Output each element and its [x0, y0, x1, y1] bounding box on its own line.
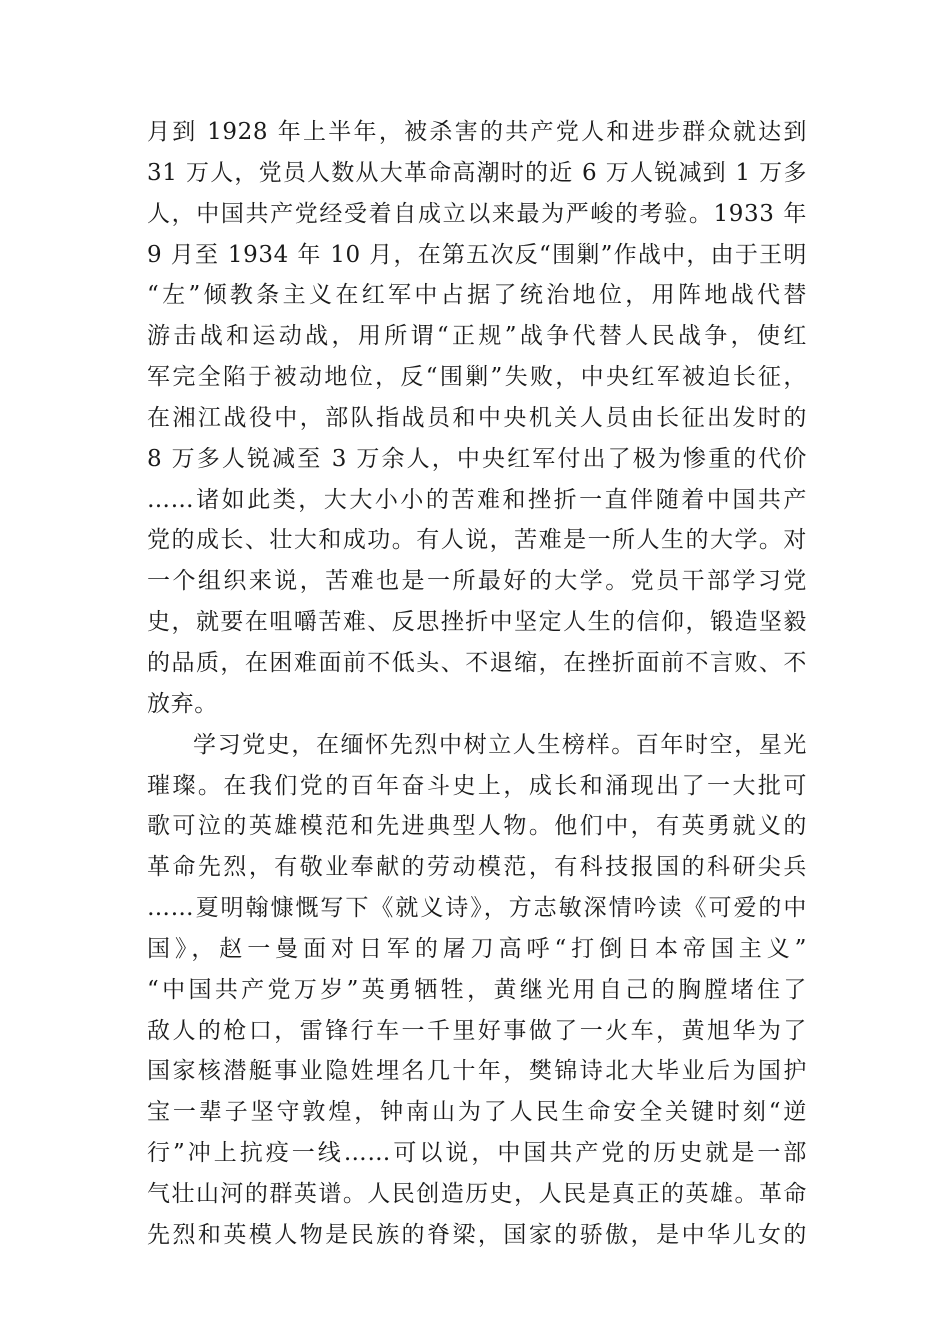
paragraph-first-line: 学习党史，在缅怀先烈中树立人生榜样。百年时空，星光 [193, 731, 807, 758]
text-line: 行”冲上抗疫一线……可以说，中国共产党的历史就是一部 [147, 1140, 807, 1167]
text-line: 一个组织来说，苦难也是一所最好的大学。党员干部学习党 [147, 568, 807, 595]
text-line: 国》，赵一曼面对日军的屠刀高呼“打倒日本帝国主义” [147, 935, 807, 962]
text-line: 宝一辈子坚守敦煌，钟南山为了人民生命安全关键时刻“逆 [147, 1099, 807, 1126]
text-line: 气壮山河的群英谱。人民创造历史，人民是真正的英雄。革命 [147, 1180, 807, 1207]
text-line: 9 月至 1934 年 10 月，在第五次反“围剿”作战中，由于王明 [147, 241, 807, 268]
text-line: ……诸如此类，大大小小的苦难和挫折一直伴随着中国共产 [147, 486, 807, 513]
text-line: 人，中国共产党经受着自成立以来最为严峻的考验。1933 年 [147, 200, 807, 227]
text-line: ……夏明翰慷慨写下《就义诗》，方志敏深情吟读《可爱的中 [147, 895, 807, 922]
text-line: 的品质，在困难面前不低头、不退缩，在挫折面前不言败、不 [147, 649, 807, 676]
text-line: 先烈和英模人物是民族的脊梁，国家的骄傲，是中华儿女的 [147, 1221, 807, 1248]
text-line: 8 万多人锐减至 3 万余人，中央红军付出了极为惨重的代价 [147, 445, 807, 472]
text-line: 敌人的枪口，雷锋行车一千里好事做了一火车，黄旭华为了 [147, 1017, 807, 1044]
text-line: 璀璨。在我们党的百年奋斗史上，成长和涌现出了一大批可 [147, 772, 807, 799]
text-line: 在湘江战役中，部队指战员和中央机关人员由长征出发时的 [147, 404, 807, 431]
text-line: 31 万人，党员人数从大革命高潮时的近 6 万人锐减到 1 万多 [147, 159, 807, 186]
text-line: “中国共产党万岁”英勇牺牲，黄继光用自己的胸膛堵住了 [147, 976, 807, 1003]
paragraph-end-line: 放弃。 [147, 690, 218, 717]
body-text [147, 112, 807, 1256]
text-line: 革命先烈，有敬业奉献的劳动模范，有科技报国的科研尖兵 [147, 854, 807, 881]
text-line: 党的成长、壮大和成功。有人说，苦难是一所人生的大学。对 [147, 527, 807, 554]
text-line: 国家核潜艇事业隐姓埋名几十年，樊锦诗北大毕业后为国护 [147, 1058, 807, 1085]
text-line: 歌可泣的英雄模范和先进典型人物。他们中，有英勇就义的 [147, 813, 807, 840]
text-line: 史，就要在咀嚼苦难、反思挫折中坚定人生的信仰，锻造坚毅 [147, 609, 807, 636]
text-line: 军完全陷于被动地位，反“围剿”失败，中央红军被迫长征， [147, 364, 807, 391]
text-line: “左”倾教条主义在红军中占据了统治地位，用阵地战代替 [147, 282, 807, 309]
text-line: 游击战和运动战，用所谓“正规”战争代替人民战争，使红 [147, 323, 807, 350]
text-line: 月到 1928 年上半年，被杀害的共产党人和进步群众就达到 [147, 119, 807, 145]
